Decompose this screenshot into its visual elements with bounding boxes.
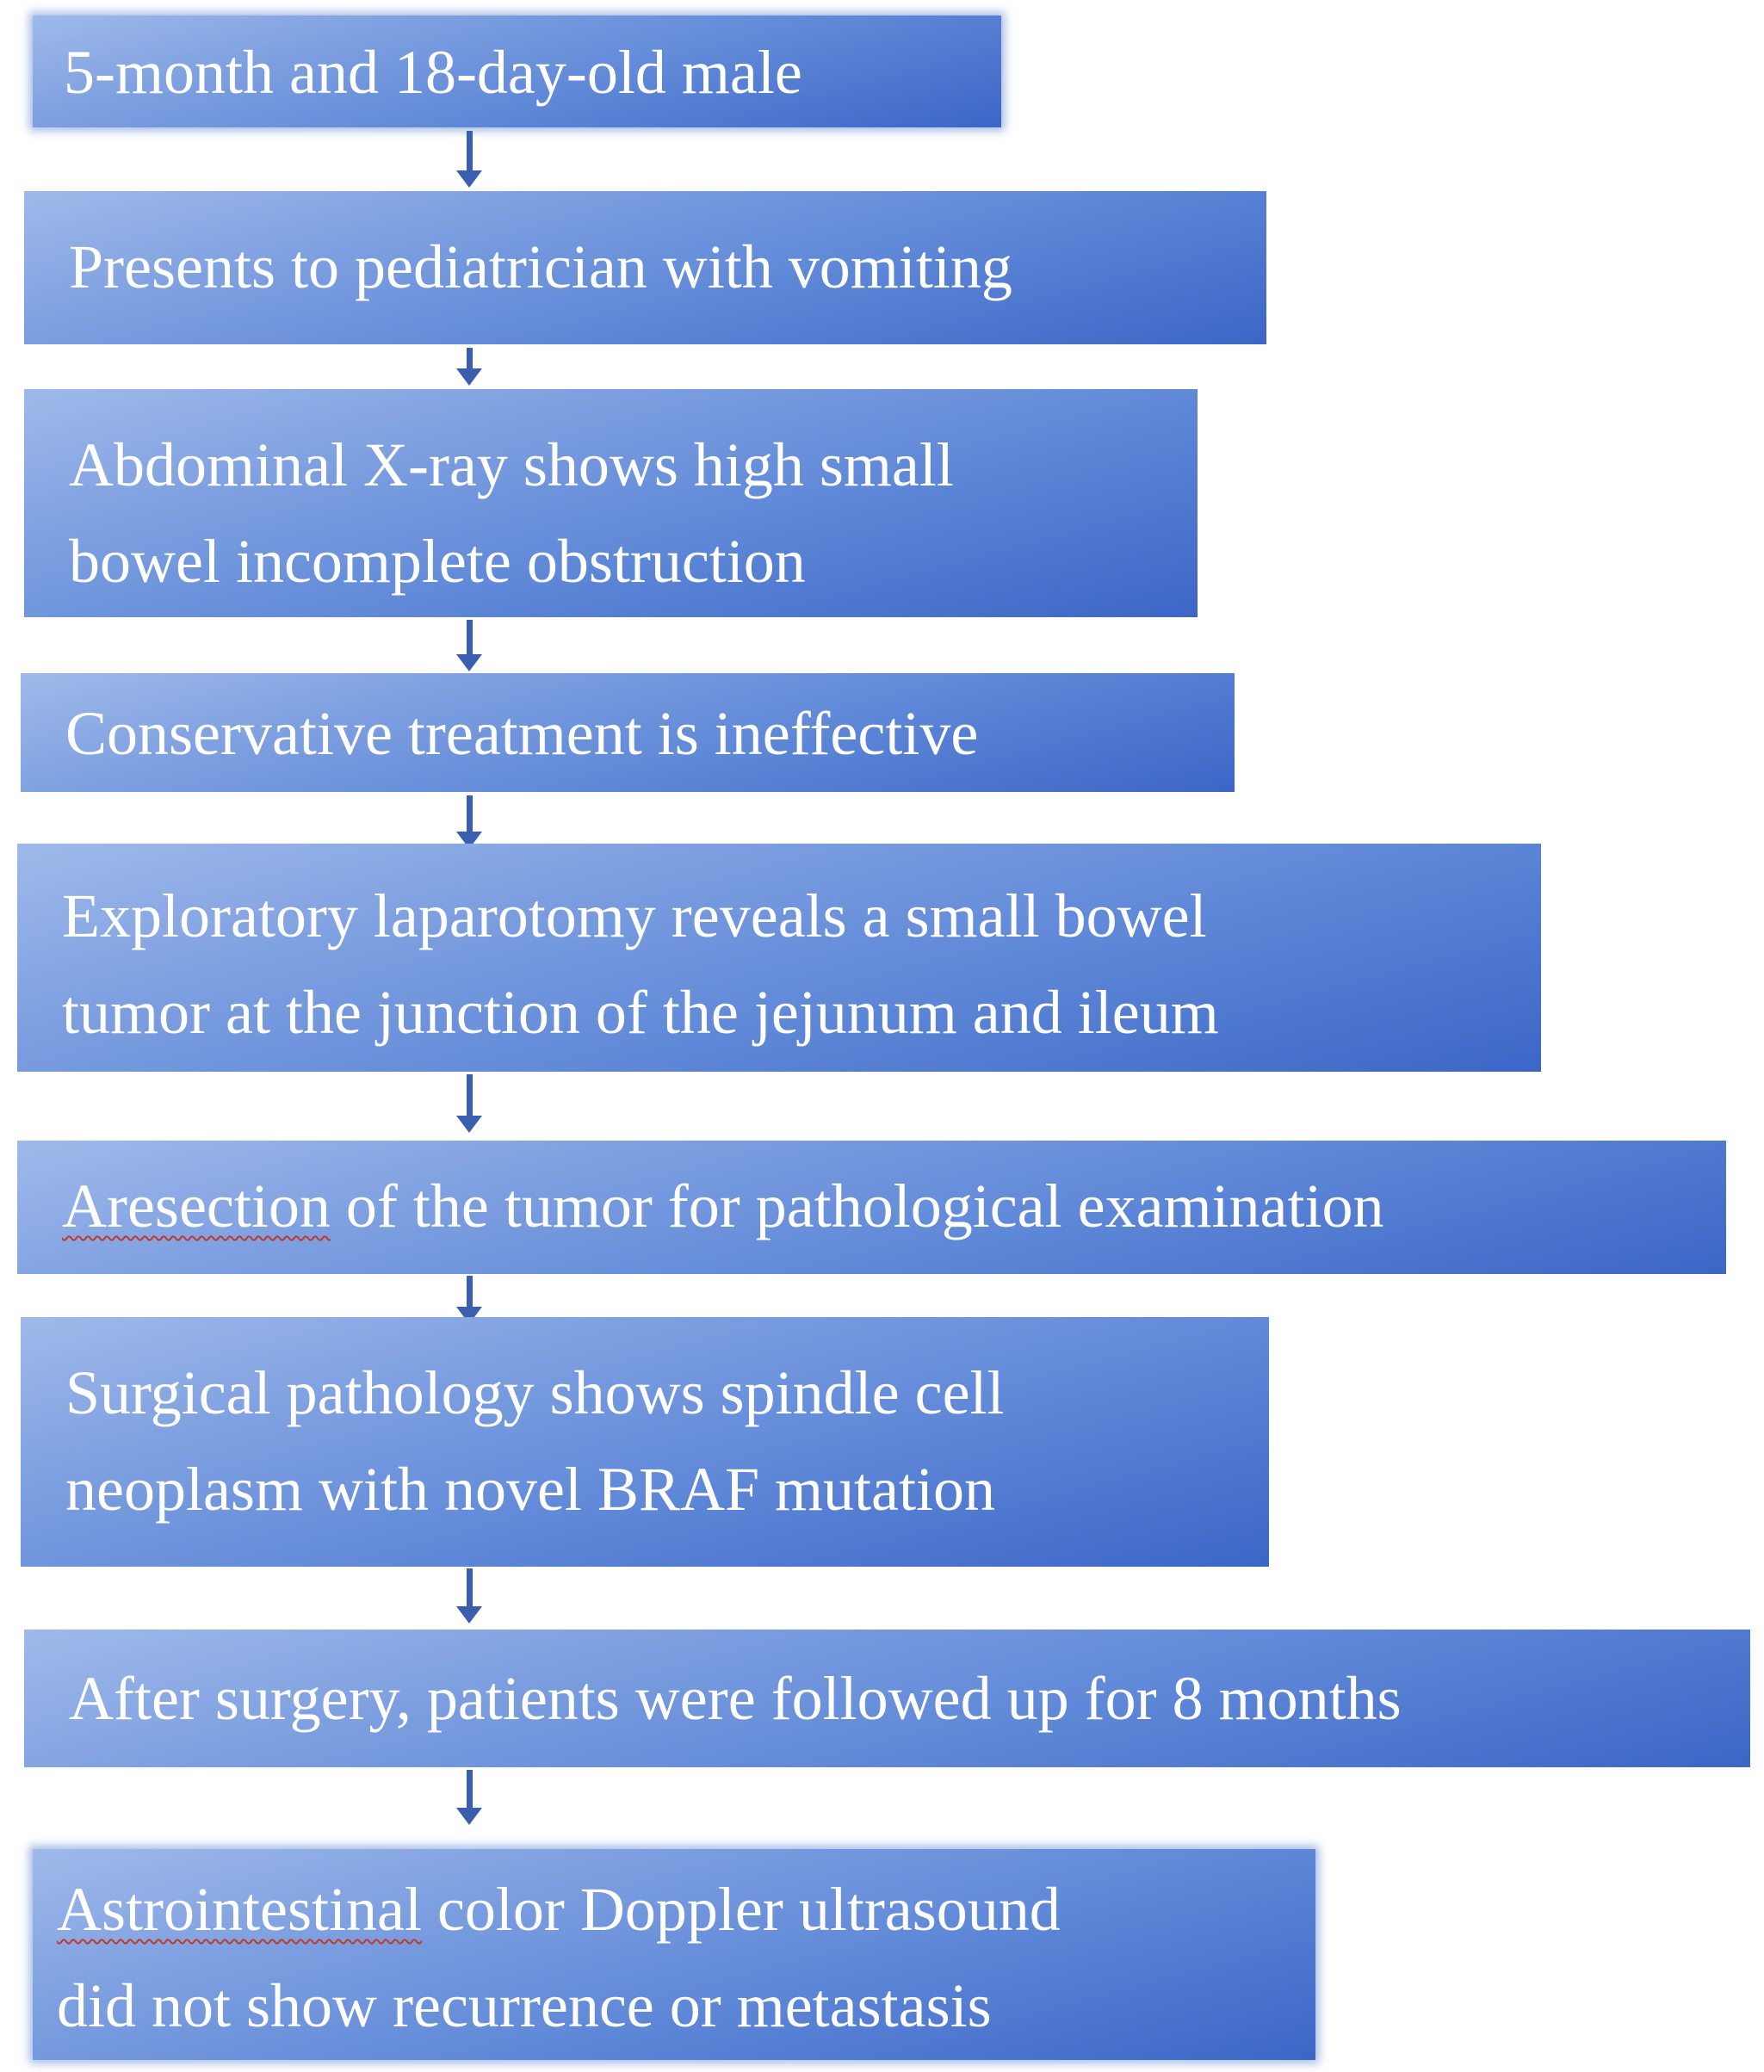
flow-step-4-box (21, 673, 1235, 792)
spellcheck-flagged-word: Aresection (62, 1172, 331, 1240)
flow-step-5-box (17, 844, 1541, 1072)
flow-step-8-box (24, 1630, 1750, 1767)
flow-step-1-text: 5-month and 18-day-old male (64, 38, 802, 107)
arrow-down-icon (456, 795, 482, 849)
flow-step-7-text-line-1: Surgical pathology shows spindle cell (65, 1358, 1005, 1427)
flow-step-8-text: After surgery, patients were followed up for 8 months (69, 1664, 1402, 1733)
arrow-down-icon (456, 1568, 482, 1624)
flow-step-6-text-rest: of the tumor for pathological examination (330, 1172, 1384, 1240)
arrow-down-icon (456, 620, 482, 671)
spellcheck-flagged-word: Astrointestinal (57, 1875, 422, 1944)
flow-step-2-box (24, 191, 1266, 344)
flow-step-5-text-line-1: Exploratory laparotomy reveals a small bowel (62, 881, 1207, 950)
flow-step-3-text-line-1: Abdominal X-ray shows high small (69, 430, 954, 499)
flow-step-9-box (33, 1849, 1315, 2060)
flow-step-7-text-line-2: neoplasm with novel BRAF mutation (65, 1455, 995, 1524)
flow-step-9-text-line-2: did not show recurrence or metastasis (57, 1971, 992, 2040)
flow-step-4-text: Conservative treatment is ineffective (65, 699, 979, 768)
flow-step-1-box (33, 15, 1001, 127)
arrow-down-icon (456, 1074, 482, 1133)
arrow-down-icon (456, 131, 482, 188)
flow-step-9-text-rest: color Doppler ultrasound (421, 1875, 1061, 1944)
flow-step-3-box (24, 389, 1198, 617)
arrow-down-icon (456, 1770, 482, 1825)
flow-step-5-text-line-2: tumor at the junction of the jejunum and ileum (62, 978, 1219, 1047)
flow-step-6-text (62, 1158, 1726, 1254)
flow-step-9-text-line-1 (57, 1861, 1315, 1958)
flow-step-6-box (17, 1141, 1726, 1274)
arrow-down-icon (456, 348, 482, 386)
flow-step-2-text: Presents to pediatrician with vomiting (69, 232, 1012, 301)
flow-step-7-box (21, 1317, 1269, 1567)
flow-step-3-text-line-2: bowel incomplete obstruction (69, 527, 806, 596)
